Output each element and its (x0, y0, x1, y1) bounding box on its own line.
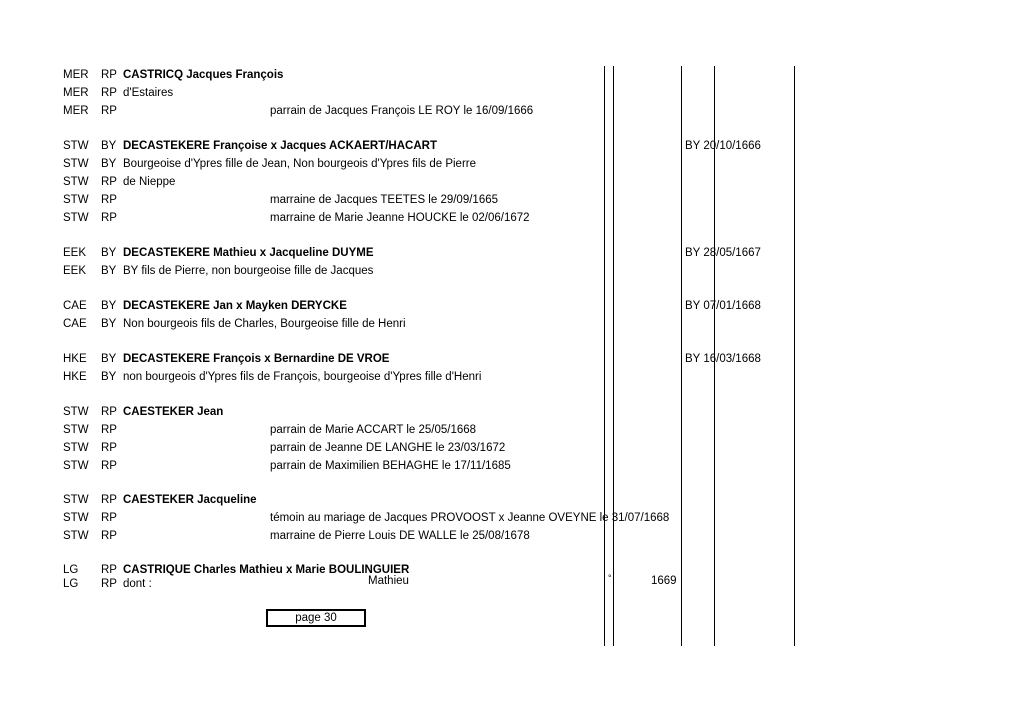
person-name: CASTRIQUE Charles Mathieu x Marie BOULINGUIER (123, 564, 410, 576)
record-row (0, 439, 1024, 457)
record-row (0, 66, 1024, 84)
record-type: RP (101, 442, 117, 454)
record-note: non bourgeois d'Ypres fils de François, bourgeoise d'Ypres fille d'Henri (123, 371, 482, 383)
record-note: Bourgeoise d'Ypres fille de Jean, Non bourgeois d'Ypres fils de Pierre (123, 158, 476, 170)
record-row (0, 491, 1024, 509)
parish-code: STW (63, 212, 89, 224)
record-row (0, 457, 1024, 475)
record-type: RP (101, 212, 117, 224)
parish-code: HKE (63, 353, 87, 365)
record-type: RP (101, 530, 117, 542)
record-note: de Nieppe (123, 176, 176, 188)
record-row (0, 315, 1024, 333)
record-type: RP (101, 176, 117, 188)
parish-code: EEK (63, 265, 87, 277)
record-detail: marraine de Jacques TEETES le 29/09/1665 (270, 194, 499, 206)
record-note: dont : (123, 578, 152, 590)
record-row (0, 84, 1024, 102)
record-detail: parrain de Jeanne DE LANGHE le 23/03/1672 (270, 442, 506, 454)
record-type: RP (101, 460, 117, 472)
record-row (0, 403, 1024, 421)
record-type: BY (101, 371, 117, 383)
record-row (0, 368, 1024, 386)
record-row (0, 575, 1024, 593)
parish-code: STW (63, 512, 89, 524)
record-row (0, 421, 1024, 439)
page-number: page 30 (295, 612, 337, 624)
record-type: BY (101, 265, 117, 277)
record-date: BY 20/10/1666 (685, 140, 761, 152)
record-note: Non bourgeois fils de Charles, Bourgeoise fille de Henri (123, 318, 406, 330)
record-type: RP (101, 424, 117, 436)
record-row (0, 155, 1024, 173)
parish-code: CAE (63, 318, 87, 330)
birth-marker: ° (608, 573, 612, 583)
page-number-box (266, 609, 366, 627)
record-date: BY 07/01/1668 (685, 300, 761, 312)
record-detail: parrain de Maximilien BEHAGHE le 17/11/1685 (270, 460, 511, 472)
record-row (0, 137, 1024, 155)
record-type: BY (101, 300, 117, 312)
record-type: RP (101, 69, 117, 81)
record-type: BY (101, 247, 117, 259)
parish-code: STW (63, 494, 89, 506)
parish-code: STW (63, 158, 89, 170)
record-row (0, 209, 1024, 227)
person-name: DECASTEKERE Mathieu x Jacqueline DUYME (123, 247, 374, 259)
record-note: d'Estaires (123, 87, 174, 99)
parish-code: EEK (63, 247, 87, 259)
record-row (0, 173, 1024, 191)
record-row (0, 527, 1024, 545)
record-type: RP (101, 406, 117, 418)
parish-code: STW (63, 460, 89, 472)
parish-code: STW (63, 424, 89, 436)
record-note: BY fils de Pierre, non bourgeoise fille de Jacques (123, 265, 374, 277)
record-type: RP (101, 194, 117, 206)
person-name: DECASTEKERE Jan x Mayken DERYCKE (123, 300, 347, 312)
record-type: BY (101, 353, 117, 365)
parish-code: STW (63, 176, 89, 188)
record-type: BY (101, 158, 117, 170)
record-row (0, 262, 1024, 280)
record-detail: marraine de Marie Jeanne HOUCKE le 02/06/1672 (270, 212, 530, 224)
record-detail: parrain de Jacques François LE ROY le 16/09/1666 (270, 105, 534, 117)
parish-code: STW (63, 140, 89, 152)
record-row (0, 350, 1024, 368)
record-type: RP (101, 494, 117, 506)
child-name: Mathieu (368, 575, 409, 587)
record-type: RP (101, 564, 117, 576)
parish-code: STW (63, 442, 89, 454)
record-detail: témoin au mariage de Jacques PROVOOST x Jeanne OVEYNE le 31/07/1668 (270, 512, 670, 524)
record-type: BY (101, 318, 117, 330)
birth-year: 1669 (651, 575, 677, 587)
parish-code: HKE (63, 371, 87, 383)
record-date: BY 16/03/1668 (685, 353, 761, 365)
record-row (0, 102, 1024, 120)
record-type: RP (101, 87, 117, 99)
parish-code: LG (63, 564, 79, 576)
record-detail: marraine de Pierre Louis DE WALLE le 25/08/1678 (270, 530, 530, 542)
record-row (0, 191, 1024, 209)
parish-code: LG (63, 578, 79, 590)
record-type: RP (101, 512, 117, 524)
parish-code: STW (63, 406, 89, 418)
parish-code: MER (63, 87, 89, 99)
person-name: DECASTEKERE Françoise x Jacques ACKAERT/HACART (123, 140, 437, 152)
record-type: RP (101, 105, 117, 117)
record-detail: parrain de Marie ACCART le 25/05/1668 (270, 424, 477, 436)
person-name: CAESTEKER Jean (123, 406, 224, 418)
record-type: RP (101, 578, 117, 590)
record-type: BY (101, 140, 117, 152)
record-row (0, 297, 1024, 315)
person-name: CASTRICQ Jacques François (123, 69, 284, 81)
person-name: CAESTEKER Jacqueline (123, 494, 257, 506)
record-date: BY 28/05/1667 (685, 247, 761, 259)
parish-code: STW (63, 194, 89, 206)
parish-code: CAE (63, 300, 87, 312)
parish-code: MER (63, 105, 89, 117)
parish-code: MER (63, 69, 89, 81)
parish-code: STW (63, 530, 89, 542)
person-name: DECASTEKERE François x Bernardine DE VROE (123, 353, 390, 365)
record-row (0, 509, 1024, 527)
record-row (0, 244, 1024, 262)
